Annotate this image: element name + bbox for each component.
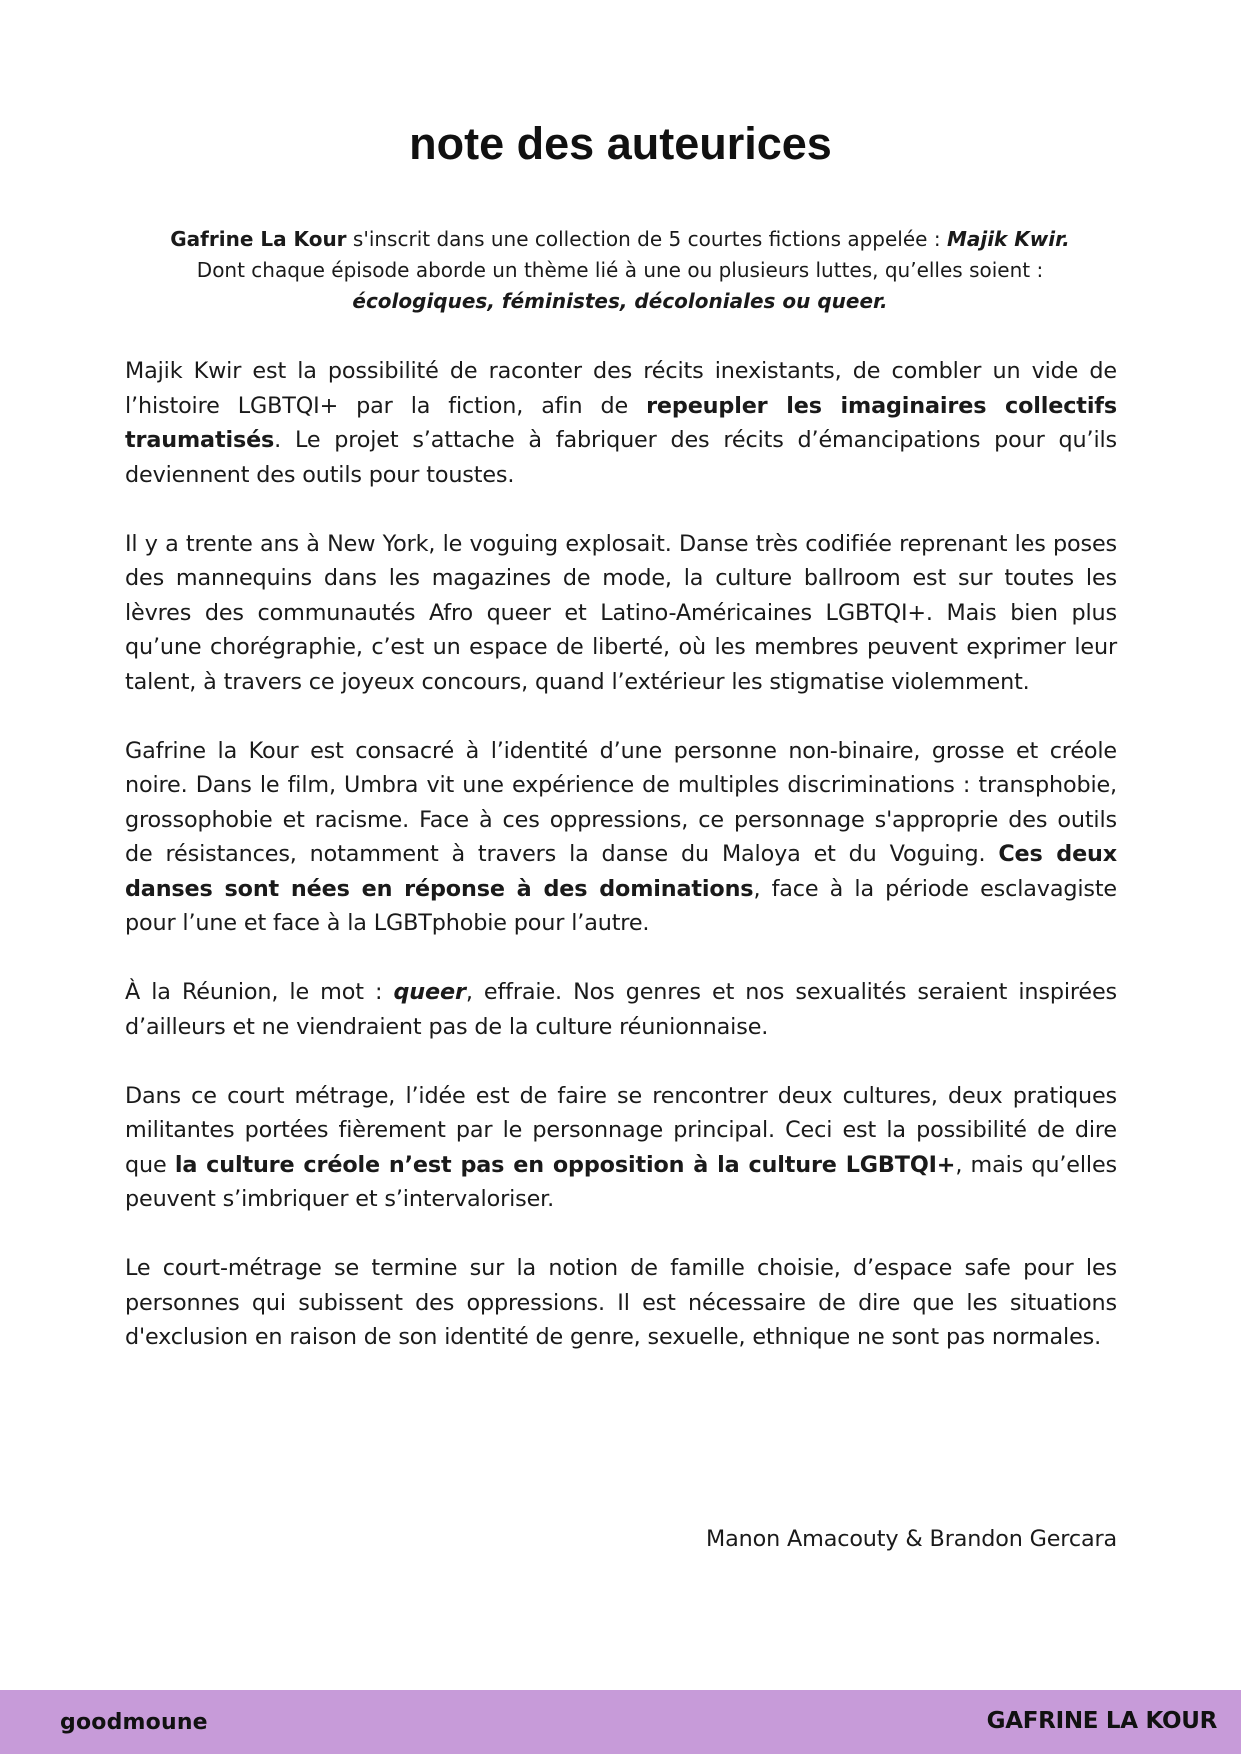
paragraph-2: Il y a trente ans à New York, le voguing explosait. Danse très codifiée reprenant les poses des mannequins dans les magazines de mode, la culture ballroom est sur toutes les lèvres des communautés Afro queer et Latino-Américaines LGBTQI+. Mais bien plus qu’une chorégraphie, c’est un espace de liberté, où les membres peuvent exprimer leur talent, à travers ce joyeux concours, quand l’extérieur les stigmatise violemment. <box>125 530 1117 695</box>
film-title-bold: Gafrine La Kour <box>170 227 347 251</box>
paragraph-3: Gafrine la Kour est consacré à l’identité d’une personne non-binaire, grosse et créole noire. Dans le film, Umbra vit une expérience de multiples discriminations : transphobie, grossophobie et racisme. Face à ces oppressions, ce personnage s'approprie des outils de résistances, notamment à travers la danse du Maloya et du Voguing. Ces deux danses sont nées en réponse à des dominations, face à la période esclavagiste pour l’une et face à la LGBTphobie pour l’autre. <box>125 737 1118 936</box>
paragraph-4: À la Réunion, le mot : queer, effraie. Nos genres et nos sexualités seraient inspirées d’ailleurs et ne viendraient pas de la culture réunionnaise. <box>125 979 1117 1040</box>
footer-logo-goodmoune: goodmoune <box>60 1710 208 1735</box>
intro-line-1 <box>125 224 1115 255</box>
body-text <box>125 354 1117 1389</box>
intro-line-2: Dont chaque épisode aborde un thème lié à une ou plusieurs luttes, qu’elles soient : <box>196 258 1044 282</box>
emphasis: la culture créole n’est pas en opposition à la culture LGBTQI+ <box>174 1151 956 1178</box>
footer-film-title: GAFRINE LA KOUR <box>986 1708 1217 1734</box>
struggles-list: écologiques, féministes, décoloniales ou queer. <box>352 289 888 313</box>
paragraph-5: Dans ce court métrage, l’idée est de faire se rencontrer deux cultures, deux pratiques militantes portées fièrement par le personnage principal. Ceci est la possibilité de dire que la culture créole n’est pas en opposition à la culture LGBTQI+, mais qu’elles peuvent s’imbriquer et s’intervaloriser. <box>125 1082 1118 1212</box>
emphasis: Ces deux danses sont nées en réponse à des dominations <box>125 841 1117 902</box>
intro-block <box>125 224 1115 317</box>
footer-bar <box>0 1690 1241 1754</box>
emphasis: queer <box>393 979 466 1005</box>
intro-line-3 <box>125 286 1115 317</box>
paragraph-6: Le court-métrage se termine sur la notion de famille choisie, d’espace safe pour les personnes qui subissent des oppressions. Il est nécessaire de dire que les situations d'exclusion en raison de son identité de genre, sexuelle, ethnique ne sont pas normales. <box>125 1255 1117 1350</box>
paragraph-1: Majik Kwir est la possibilité de raconter des récits inexistants, de combler un vide de l’histoire LGBTQI+ par la fiction, afin de repeupler les imaginaires collectifs traumatisés. Le projet s’attache à fabriquer des récits d’émancipations pour qu’ils deviennent des outils pour toustes. <box>125 358 1117 488</box>
intro-text: s'inscrit dans une collection de 5 courtes fictions appelée : <box>346 227 947 251</box>
collection-name: Majik Kwir. <box>946 227 1070 251</box>
authors-signature: Manon Amacouty & Brandon Gercara <box>706 1526 1117 1552</box>
emphasis: repeupler les imaginaires collectifs traumatisés <box>125 392 1117 453</box>
page-title: note des auteurices <box>409 118 832 169</box>
